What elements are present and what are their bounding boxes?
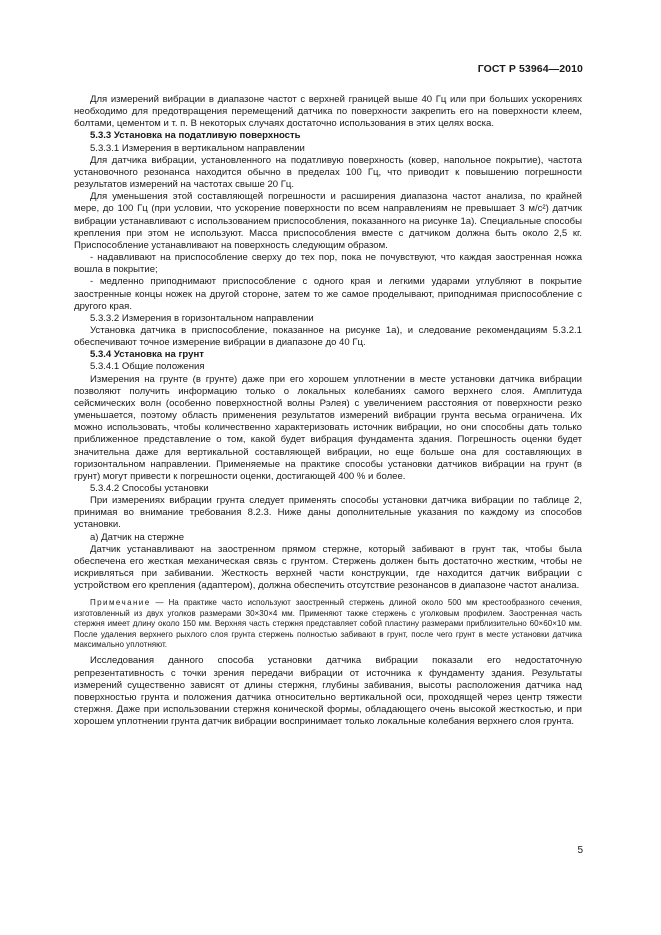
paragraph-horizontal-mounting: Установка датчика в приспособление, показанное на рисунке 1а), и следование рекомендациям 5.3.2.1 обеспечивают точное измерение вибрации в диапазоне до 40 Гц.: [74, 324, 582, 349]
paragraph-fastening: Для измерений вибрации в диапазоне частот с верхней границей выше 40 Гц или при больших ускорениях необходимо для предотвращения перемещений датчика по поверхности закрепить его на поверхности клеем, болтами, цементом и т. п. В некоторых случаях достаточно использования в этих целях воска.: [74, 94, 582, 130]
paragraph-fixture-usage: Для уменьшения этой составляющей погрешности и расширения диапазона частот анализа, по крайней мере, до 100 Гц (при условии, что ускорение поверхности по всем направлениям не превышает 3 м/с²) датчик вибрации устанавливают с использованием приспособления, показанного на рисунке 1а). Специальные способы крепления при этом не используют. Масса приспособления вместе с датчиком должна быть около 2,5 кг. Приспособление устанавливают на поверхность следующим образом.: [74, 191, 582, 251]
note-text: — На практике часто используют заостренный стержень длиной около 500 мм крестообразного сечения, изготовленный из двух уголков размерами 30×30×4 мм. Применяют также стержень с уголковым профилем. Заостренная часть стержня имеет длину около 150 мм. Верхняя часть стержня представляет собой пластину размерами приблизительно 60×60×10 мм. После удаления верхнего рыхлого слоя грунта стержень полностью забивают в грунт, после чего грунт в месте установки датчика максимально уплотняют.: [74, 598, 582, 650]
section-heading-5-3-4: 5.3.4 Установка на грунт: [90, 349, 204, 361]
subsection-heading-5-3-4-1: 5.3.4.1 Общие положения: [90, 361, 205, 373]
paragraph-rod-research: Исследования данного способа установки датчика вибрации показали его недостаточную репрезентативность с точки зрения передачи вибрации от источника к фундаменту здания. Результаты измерений существенно зависят от длины стержня, глубины забивания, высоты расположения датчика над поверхностью грунта и положения датчика относительно вертикальной оси, проходящей через центр тяжести стержня. Даже при использовании стержня конической формы, обладающего очень высокой жесткостью, и при хорошем уплотнении грунта датчик вибрации воспринимает только локальные колебания верхнего слоя грунта.: [74, 655, 582, 728]
subsection-heading-5-3-3-1: 5.3.3.1 Измерения в вертикальном направлении: [90, 142, 305, 154]
page-number: 5: [577, 845, 583, 856]
document-body: [74, 94, 582, 728]
paragraph-ground-measurements: Измерения на грунте (в грунте) даже при его хорошем уплотнении в месте установки датчика вибрации позволяют получить информацию только о локальных колебаниях самого верхнего слоя. Амплитуда сейсмических волн (особенно поверхностной волны Рэлея) с увеличением расстояния от поверхности резко уменьшается, поэтому область применения результатов измерений вибрации грунта весьма ограничена. Их можно использовать, чтобы количественно характеризовать источник вибрации, но они способны дать только приближенное представление о том, какой будет вибрация фундамента здания. Погрешность оценки будет значительна даже для вертикальной составляющей вибрации, но еще больше она для составляющих в горизонтальном направлении. Применяемые на практике способы установки датчиков вибрации на грунт (в грунт) могут привести к погрешности оценки, достигающей 400 % и более.: [74, 373, 582, 482]
paragraph-rod-installation: Датчик устанавливают на заостренном прямом стержне, который забивают в грунт так, чтобы была обеспечена его жесткая механическая связь с грунтом. Стержень должен быть достаточно жестким, чтобы не искривляться при забивании. Жесткость верхней части конструкции, где находится датчик вибрации с устройством его крепления (адаптером), должна обеспечить отсутствие резонансов в диапазоне частот анализа.: [74, 543, 582, 592]
subsection-heading-5-3-4-2: 5.3.4.2 Способы установки: [90, 483, 209, 494]
note-label: Примечание: [90, 598, 151, 608]
paragraph-mounting-methods: При измерениях вибрации грунта следует применять способы установки датчика вибрации по таблице 2, принимая во внимание требования 8.2.3. Ниже даны дополнительные указания по каждому из способов установки.: [74, 495, 582, 531]
list-item-press-down: - надавливают на приспособление сверху до тех пор, пока не почувствуют, что каждая заостренная ножка вошла в покрытие;: [74, 252, 582, 276]
subsection-heading-5-3-3-2: 5.3.3.2 Измерения в горизонтальном направлении: [90, 312, 314, 324]
paragraph-soft-surface-resonance: Для датчика вибрации, установленного на податливую поверхность (ковер, напольное покрытие), частота установочного резонанса находится обычно в пределах 100 Гц, что приводит к повышению погрешности результатов измерений на частотах свыше 20 Гц.: [74, 154, 582, 191]
list-heading-rod-sensor: а) Датчик на стержне: [90, 531, 185, 543]
section-heading-5-3-3: 5.3.3 Установка на податливую поверхность: [90, 130, 301, 142]
document-code: ГОСТ Р 53964—2010: [477, 63, 583, 75]
list-item-lift-edge: - медленно приподнимают приспособление с одного края и легкими ударами углубляют в покрытие заостренные концы ножек на другой стороне, затем то же самое проделывают, приподнимая приспособление с другого края.: [74, 276, 582, 312]
note: [74, 598, 582, 650]
